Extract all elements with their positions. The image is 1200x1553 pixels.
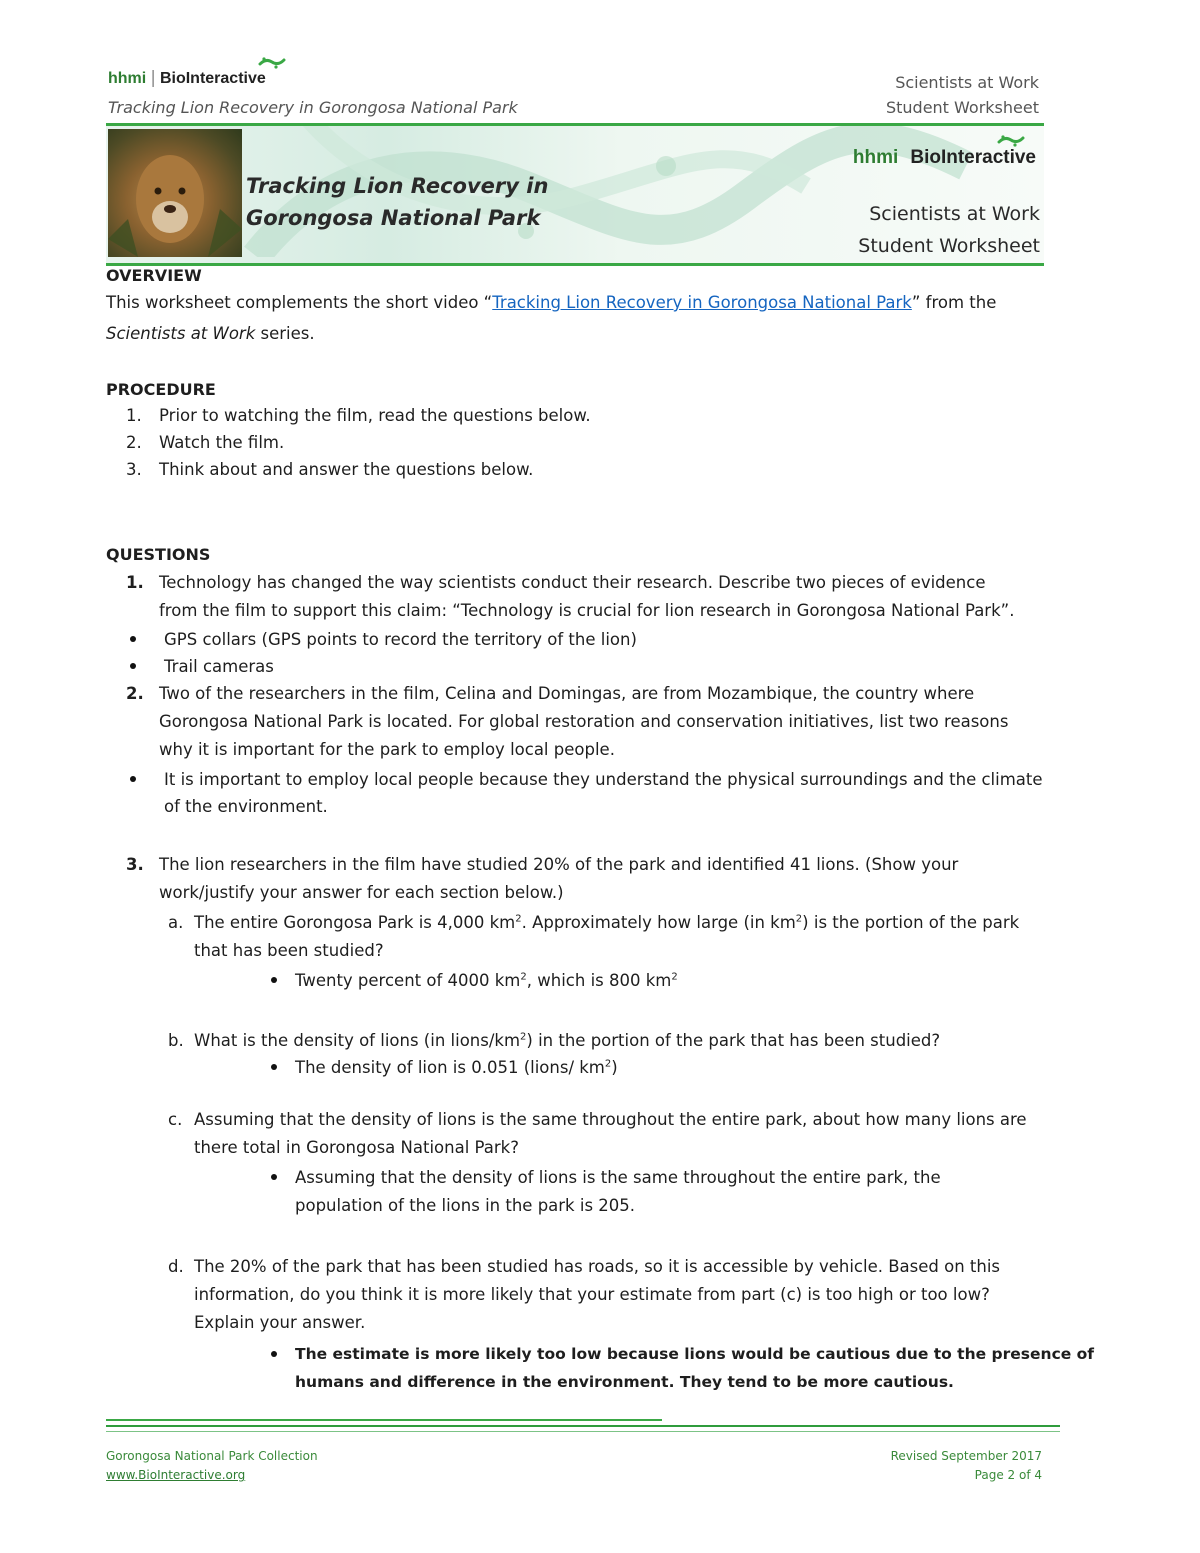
overview-text-after: ” from the	[911, 293, 997, 312]
bullet-icon	[271, 1174, 277, 1180]
question-3c-line1: Assuming that the density of lions is the same throughout the entire park, about how many lions are	[194, 1110, 1027, 1129]
question-3c	[168, 1106, 1088, 1162]
question-3	[126, 851, 1086, 907]
q3b-answer-text	[295, 1054, 618, 1081]
question-3c-line2: there total in Gorongosa National Park?	[194, 1138, 519, 1157]
question-number: 3.	[126, 855, 144, 874]
question-3d	[168, 1253, 1088, 1337]
superscript: 2	[604, 1058, 612, 1070]
overview-line2-rest: series.	[255, 324, 315, 343]
q2-answer-line1: It is important to employ local people because they understand the physical surroundings and the climate	[164, 770, 1043, 789]
question-2	[126, 680, 1086, 764]
overview-text-before: This worksheet complements the short video “	[106, 293, 493, 312]
question-3a	[168, 909, 1088, 965]
bullet-icon	[130, 663, 136, 669]
q3b-answer-post: )	[611, 1058, 618, 1077]
question-1-line1: Technology has changed the way scientists conduct their research. Describe two pieces of evidence	[159, 573, 986, 592]
banner-title-line2: Gorongosa National Park	[246, 206, 541, 230]
logo-hhmi-text: hhmi	[108, 70, 147, 87]
overview-line2	[106, 320, 315, 347]
question-2-line1: Two of the researchers in the film, Celina and Domingas, are from Mozambique, the country where	[159, 684, 975, 703]
q3d-answer-line2: humans and difference in the environment. They tend to be more cautious.	[295, 1373, 954, 1391]
banner-series: Scientists at Work	[869, 203, 1040, 225]
overview-line1	[106, 289, 996, 316]
q1-answer-2: Trail cameras	[164, 657, 274, 676]
superscript: 2	[520, 971, 527, 983]
q3b-text-pre: What is the density of lions (in lions/km	[194, 1031, 521, 1050]
banner-lizard-icon	[996, 132, 1026, 148]
superscript: 2	[795, 913, 803, 925]
series-name-italic: Scientists at Work	[106, 324, 256, 343]
sub-question-label: d.	[168, 1257, 184, 1276]
question-number: 2.	[126, 684, 144, 703]
banner-logo	[853, 146, 1036, 169]
footer-website-link[interactable]: www.BioInteractive.org	[106, 1468, 246, 1482]
question-3a-line1	[194, 909, 1019, 936]
q3a-answer-text	[295, 967, 678, 994]
question-number: 1.	[126, 573, 144, 592]
superscript: 2	[671, 971, 678, 983]
footer-revised: Revised September 2017	[890, 1449, 1042, 1463]
overview-heading: OVERVIEW	[106, 266, 202, 285]
question-3a-line2: that has been studied?	[194, 941, 384, 960]
q3a-text-pre: The entire Gorongosa Park is 4,000 km	[194, 913, 516, 932]
q1-answer-1: GPS collars (GPS points to record the territory of the lion)	[164, 630, 637, 649]
question-3d-line2: information, do you think it is more likely that your estimate from part (c) is too high or too low?	[194, 1285, 990, 1304]
footer-collection: Gorongosa National Park Collection	[106, 1449, 318, 1463]
banner-title-line1: Tracking Lion Recovery in	[246, 174, 549, 198]
footer-rule-bottom	[106, 1431, 1060, 1432]
lizard-logo-icon	[258, 54, 286, 70]
banner-logo-biointeractive: BioInteractive	[910, 147, 1036, 168]
question-3-line1: The lion researchers in the film have studied 20% of the park and identified 41 lions. (Show your	[159, 855, 959, 874]
bullet-icon	[271, 1064, 277, 1070]
q3a-answer-mid: , which is 800 km	[526, 971, 672, 990]
superscript: 2	[515, 913, 522, 925]
question-3d-line1: The 20% of the park that has been studied has roads, so it is accessible by vehicle. Based on this	[194, 1257, 1001, 1276]
superscript: 2	[520, 1031, 527, 1043]
q3b-text-post: ) in the portion of the park that has been studied?	[526, 1031, 941, 1050]
header-doc-type: Student Worksheet	[885, 98, 1039, 117]
banner-doc-type: Student Worksheet	[858, 235, 1040, 257]
q2-answer-line2: of the environment.	[164, 797, 328, 816]
bullet-icon	[271, 1351, 277, 1357]
logo-separator: |	[150, 68, 156, 88]
step-number: 2.	[126, 433, 142, 452]
bullet-icon	[130, 636, 136, 642]
step-number: 3.	[126, 460, 142, 479]
q3c-answer-line1: Assuming that the density of lions is the same throughout the entire park, the	[295, 1168, 941, 1187]
header-logo	[108, 68, 266, 88]
header-series: Scientists at Work	[895, 73, 1039, 92]
footer-page-number: Page 2 of 4	[974, 1468, 1042, 1482]
footer-rule-top	[106, 1419, 662, 1421]
question-1-line2: from the film to support this claim: “Technology is crucial for lion research in Gorongosa National Park”.	[159, 601, 1015, 620]
sub-question-label: b.	[168, 1031, 184, 1050]
q3d-answer-line1: The estimate is more likely too low because lions would be cautious due to the presence of	[295, 1345, 1095, 1363]
banner-logo-hhmi: hhmi	[852, 147, 899, 168]
question-3-line2: work/justify your answer for each section below.)	[159, 883, 564, 902]
question-2-line2: Gorongosa National Park is located. For global restoration and conservation initiatives, list two reasons	[159, 712, 1009, 731]
question-2-line3: why it is important for the park to employ local people.	[159, 740, 615, 759]
q3a-text-post: ) is the portion of the park	[802, 913, 1020, 932]
banner-title	[246, 170, 586, 234]
logo-biointeractive-text: BioInteractive	[159, 70, 266, 87]
step-text: Watch the film.	[159, 433, 285, 452]
step-text: Think about and answer the questions below.	[159, 460, 534, 479]
bullet-icon	[130, 776, 136, 782]
sub-question-label: a.	[168, 913, 184, 932]
q3c-answer-line2: population of the lions in the park is 205.	[295, 1196, 636, 1215]
header-doc-title: Tracking Lion Recovery in Gorongosa National Park	[108, 98, 518, 117]
lioness-photo	[108, 129, 242, 257]
q3a-text-mid: . Approximately how large (in km	[521, 913, 796, 932]
footer-rule-main	[106, 1425, 1060, 1427]
question-3d-line3: Explain your answer.	[194, 1313, 366, 1332]
sub-question-label: c.	[168, 1110, 183, 1129]
question-1	[126, 569, 1086, 625]
q3b-answer-pre: The density of lion is 0.051 (lions/ km	[295, 1058, 605, 1077]
step-text: Prior to watching the film, read the questions below.	[159, 406, 591, 425]
procedure-heading: PROCEDURE	[106, 380, 216, 399]
step-number: 1.	[126, 406, 142, 425]
question-3b-text	[194, 1027, 940, 1054]
title-banner	[106, 123, 1044, 266]
bullet-icon	[271, 977, 277, 983]
questions-heading: QUESTIONS	[106, 545, 211, 564]
video-link[interactable]: Tracking Lion Recovery in Gorongosa National Park	[492, 293, 912, 312]
q3a-answer-pre: Twenty percent of 4000 km	[295, 971, 521, 990]
